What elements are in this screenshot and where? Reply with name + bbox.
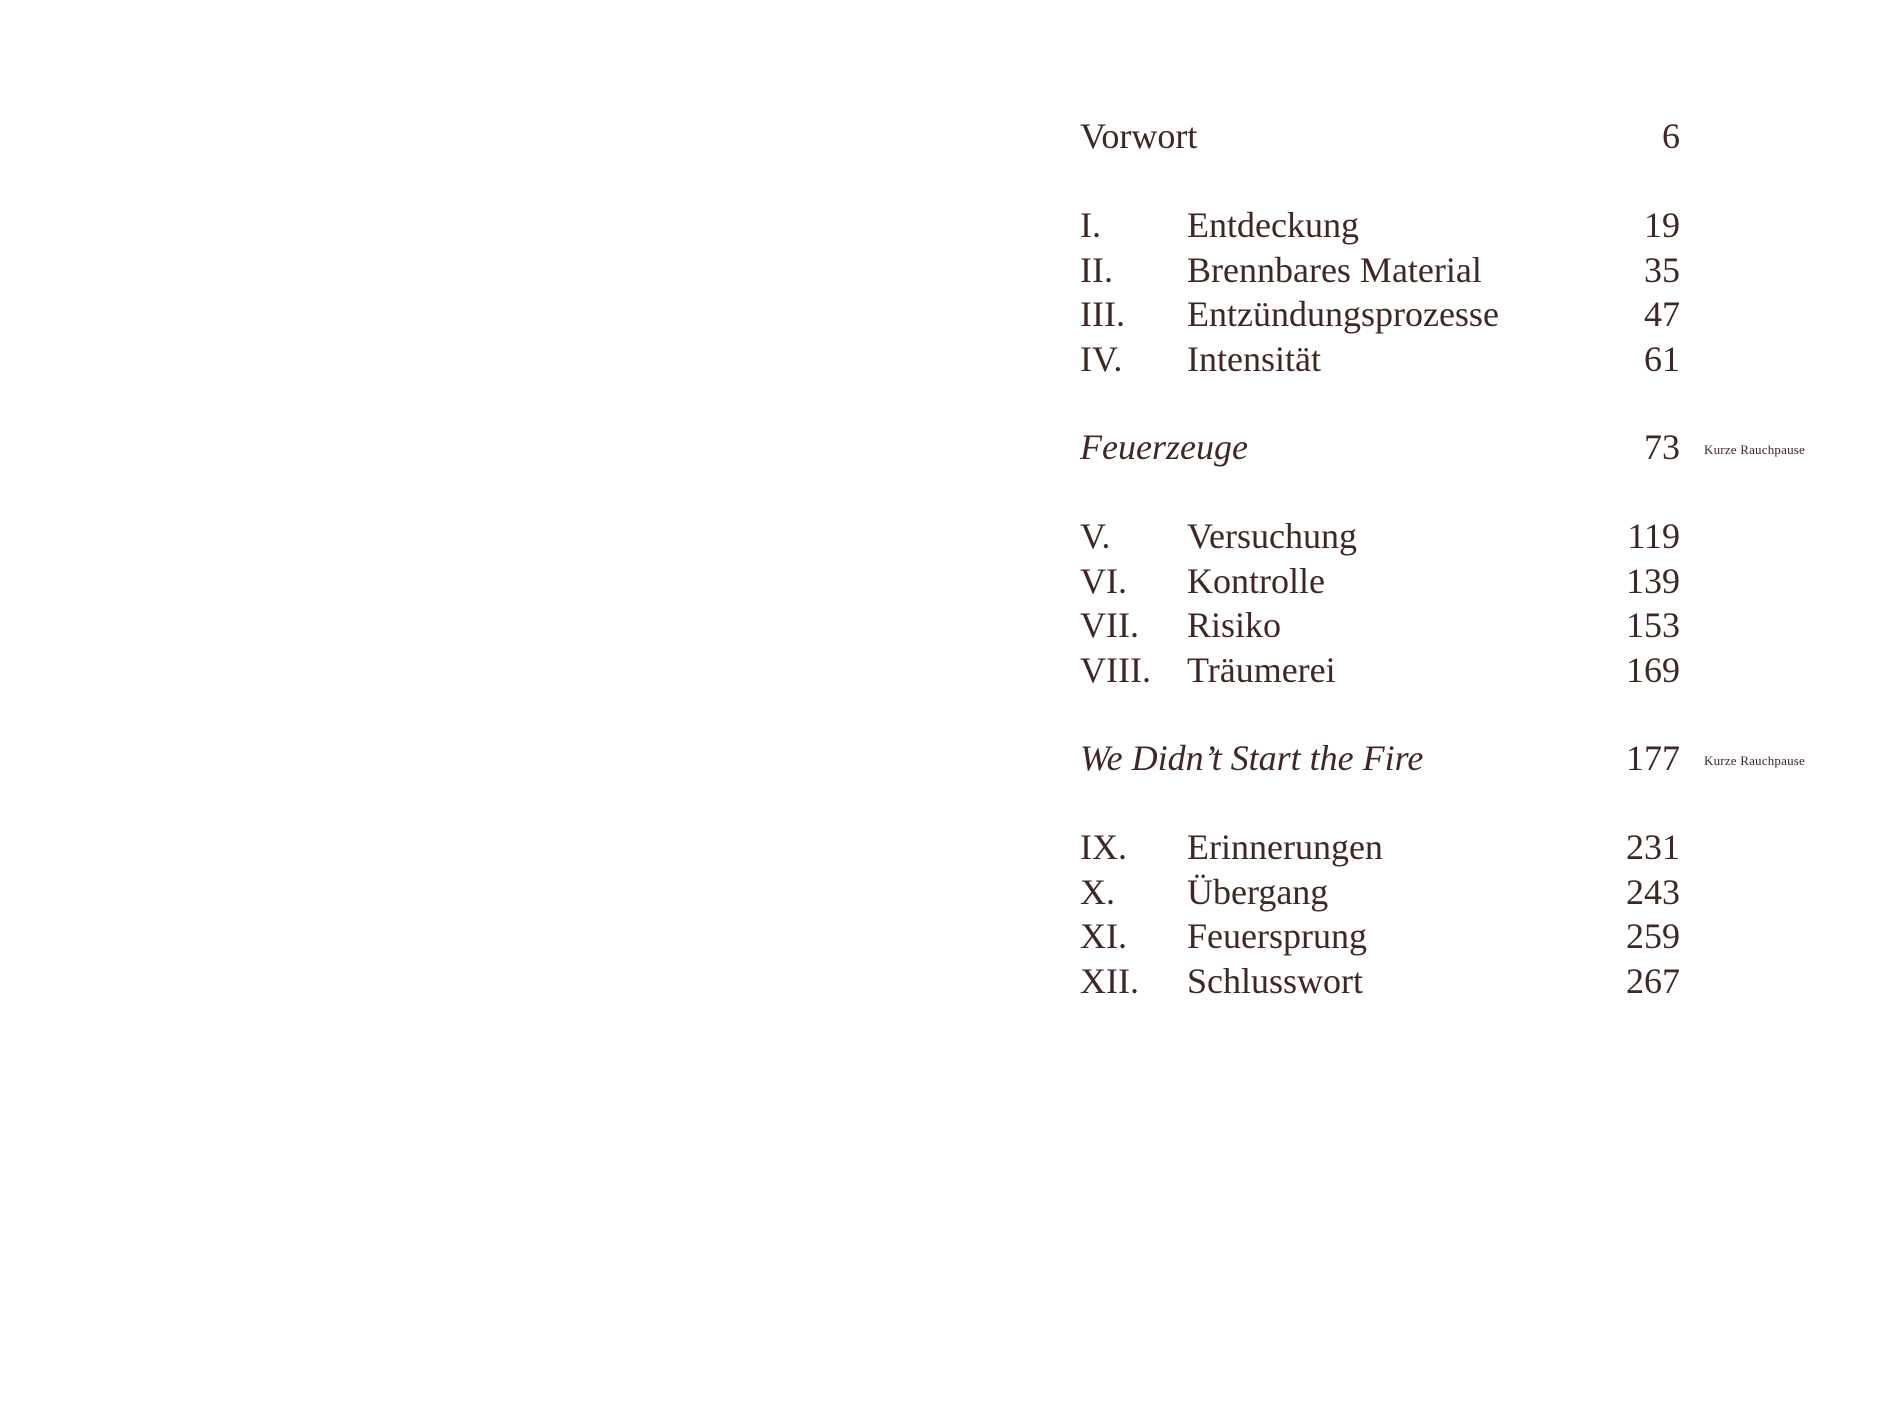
toc-chapter-9 bbox=[1080, 825, 1680, 869]
chapter-number: II. bbox=[1080, 250, 1113, 290]
toc-title: Vorwort bbox=[1080, 116, 1198, 156]
toc-chapter-11 bbox=[1080, 914, 1680, 958]
chapter-title: Entzündungsprozesse bbox=[1187, 294, 1499, 334]
interlude-title: We Didn’t Start the Fire bbox=[1080, 738, 1424, 778]
toc-chapter-3 bbox=[1080, 292, 1680, 336]
chapter-number: V. bbox=[1080, 516, 1111, 556]
toc-page-number: 267 bbox=[1626, 961, 1680, 1001]
toc-chapter-12 bbox=[1080, 959, 1680, 1003]
chapter-title: Risiko bbox=[1187, 605, 1282, 645]
chapter-title: Versuchung bbox=[1187, 516, 1357, 556]
chapter-title: Intensität bbox=[1187, 339, 1321, 379]
toc-chapter-10 bbox=[1080, 870, 1680, 914]
chapter-number: X. bbox=[1080, 872, 1115, 912]
toc-page-number: 119 bbox=[1627, 516, 1680, 556]
toc-chapter-4 bbox=[1080, 337, 1680, 381]
chapter-title: Erinnerungen bbox=[1187, 827, 1383, 867]
chapter-title: Entdeckung bbox=[1187, 205, 1359, 245]
toc-chapter-1 bbox=[1080, 203, 1680, 247]
interlude-title: Feuerzeuge bbox=[1080, 427, 1248, 467]
toc-page-number: 61 bbox=[1644, 339, 1680, 379]
toc-page-number: 19 bbox=[1644, 205, 1680, 245]
chapter-number: VII. bbox=[1080, 605, 1139, 645]
toc-interlude-1 bbox=[1080, 425, 1680, 469]
chapter-number: IV. bbox=[1080, 339, 1123, 379]
interlude-note: Kurze Rauchpause bbox=[1704, 442, 1806, 457]
toc-page-number: 259 bbox=[1626, 916, 1680, 956]
toc-page-number: 6 bbox=[1662, 116, 1680, 156]
toc-chapter-6 bbox=[1080, 559, 1680, 603]
chapter-number: IX. bbox=[1080, 827, 1127, 867]
toc-page-number: 35 bbox=[1644, 250, 1680, 290]
toc-page-number: 231 bbox=[1626, 827, 1680, 867]
toc-page-number: 139 bbox=[1626, 561, 1680, 601]
toc-chapter-2 bbox=[1080, 248, 1680, 292]
toc-page-number: 47 bbox=[1644, 294, 1680, 334]
toc-interlude-2 bbox=[1080, 736, 1680, 780]
chapter-title: Träumerei bbox=[1187, 650, 1336, 690]
chapter-number: VIII. bbox=[1080, 650, 1151, 690]
chapter-title: Schlusswort bbox=[1187, 961, 1364, 1001]
chapter-number: III. bbox=[1080, 294, 1125, 334]
chapter-number: I. bbox=[1080, 205, 1101, 245]
toc-chapter-7 bbox=[1080, 603, 1680, 647]
toc-page-number: 153 bbox=[1626, 605, 1680, 645]
chapter-title: Übergang bbox=[1187, 872, 1329, 912]
toc-page-number: 73 bbox=[1644, 427, 1680, 467]
toc-chapter-5 bbox=[1080, 514, 1680, 558]
toc-page-number: 177 bbox=[1626, 738, 1680, 778]
chapter-title: Kontrolle bbox=[1187, 561, 1325, 601]
chapter-title: Brennbares Material bbox=[1187, 250, 1482, 290]
chapter-number: XI. bbox=[1080, 916, 1127, 956]
toc-page-number: 169 bbox=[1626, 650, 1680, 690]
interlude-note: Kurze Rauchpause bbox=[1704, 753, 1806, 768]
toc-page-number: 243 bbox=[1626, 872, 1680, 912]
chapter-number: VI. bbox=[1080, 561, 1127, 601]
toc-entry-preface bbox=[1080, 114, 1680, 158]
toc-chapter-8 bbox=[1080, 648, 1680, 692]
chapter-title: Feuersprung bbox=[1187, 916, 1367, 956]
chapter-number: XII. bbox=[1080, 961, 1139, 1001]
